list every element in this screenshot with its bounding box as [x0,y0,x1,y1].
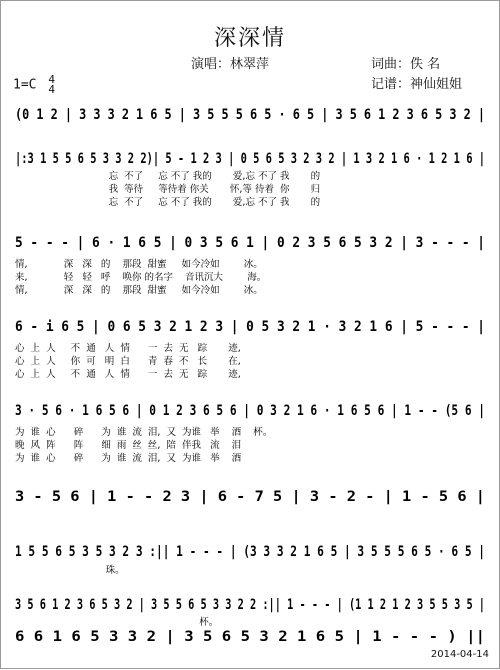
notation-label: 记谱：神仙姐姐 [371,77,463,92]
notation-line: 3 · 5 6 · 1 6 5 6 | 0 1 2 3 6 5 6 | 0 3 2 1 6 · 1 6 5 6 | 1 - - (5 6 | [15,403,485,419]
lyric-line: 为 谁 心 碎 为 谁 流 泪, 又 为谁 举 酒 [15,453,242,464]
lyric-line: 心 上 人 不 通 人 情 一 去 无 踪 迹, [15,343,241,354]
notation-line: 6 - i 6 5 | 0 6 5 3 2 1 2 3 | 0 5 3 2 1 · 3 2 1 6 | 5 - - - | [15,319,485,335]
singer-label: 演唱：林翠萍 [191,57,270,72]
lyric-line: 珠。 [15,565,125,576]
notation-line: (0 1 2 | 3 3 3 2 1 6 5 | 3 5 5 5 6 5 · 6 5 | 3 5 6 1 2 3 6 5 3 2 | [15,107,486,123]
notation-line: 3 - 5 6 | 1 - - 2 3 | 6 - 7 5 | 3 - 2 - | 1 - 5 6 | [15,489,485,505]
key-text: 1=C [13,77,37,93]
lyric-line: 来, 轻 轻 呼 唤你 的名字 音讯沉大 海。 [15,272,267,283]
time-sig-top: 4 [48,73,55,86]
staff-group [15,107,485,645]
lyric-line: 杯。 [15,617,219,628]
time-sig-bottom: 4 [48,83,55,96]
lyric-line: 晚 风 阵 阵 细 雨 丝 丝, 陪 伴我 流 泪 [15,440,242,451]
song-title: 深深情 [213,26,286,51]
lyric-line: 忘 不了 忘 不了 我的 爱,忘 不了 我 的 [15,197,321,208]
lyric-line: 心 上 人 你 可 明 白 青 春 不 长 在, [15,356,241,367]
lyric-line: 情, 深 深 的 那段 甜蜜 如今冷如 冰。 [15,259,263,270]
lyric-line: 情, 深 深 的 那段 甜蜜 如今冷如 冰。 [15,285,263,296]
lyric-line: 我 等待 等待着 你关 怀,等 待着 你 归 [15,184,321,195]
lyric-line: 为 谁 心 碎 为 谁 流 泪, 又 为谁 举 酒 杯。 [15,427,273,438]
lyricist-label: 词曲：佚 名 [371,57,441,72]
score-svg [1,1,500,670]
notation-line: 3 5 6 1 2 3 6 5 3 2 | 3 5 5 6 5 3 3 2 2 :|| 1 - - - | (1 1 2 1 2 3 5 5 3 5 | [15,597,485,613]
notation-line: 1 5 5 6 5 3 5 3 2 3 :|| 1 - - - | (3 3 3 2 1 6 5 | 3 5 5 5 6 5 · 6 5 | [15,544,485,560]
lyric-line: 心 上 人 不 通 人 情 一 去 无 踪 迹, [15,369,241,380]
notation-line: |:3 1 5 5 6 5 3 3 2 2)| 5 - 1 2 3 | 0 5 6 5 3 2 3 2 | 1 3 2 1 6 · 1 2 1 6 | [15,151,485,167]
notation-line: 5 - - - | 6 · 1 6 5 | 0 3 5 6 1 | 0 2 3 5 6 5 3 2 | 3 - - - | [15,235,485,251]
lyric-line: 忘 不了 忘 不了 我的 爱,忘 不了 我 的 [15,171,321,182]
notation-line: 6 6 1 6 5 3 3 2 | 3 5 6 5 3 2 1 6 5 | 1 - - - ) || [15,629,485,645]
date-label: 2014-04-14 [430,649,489,660]
